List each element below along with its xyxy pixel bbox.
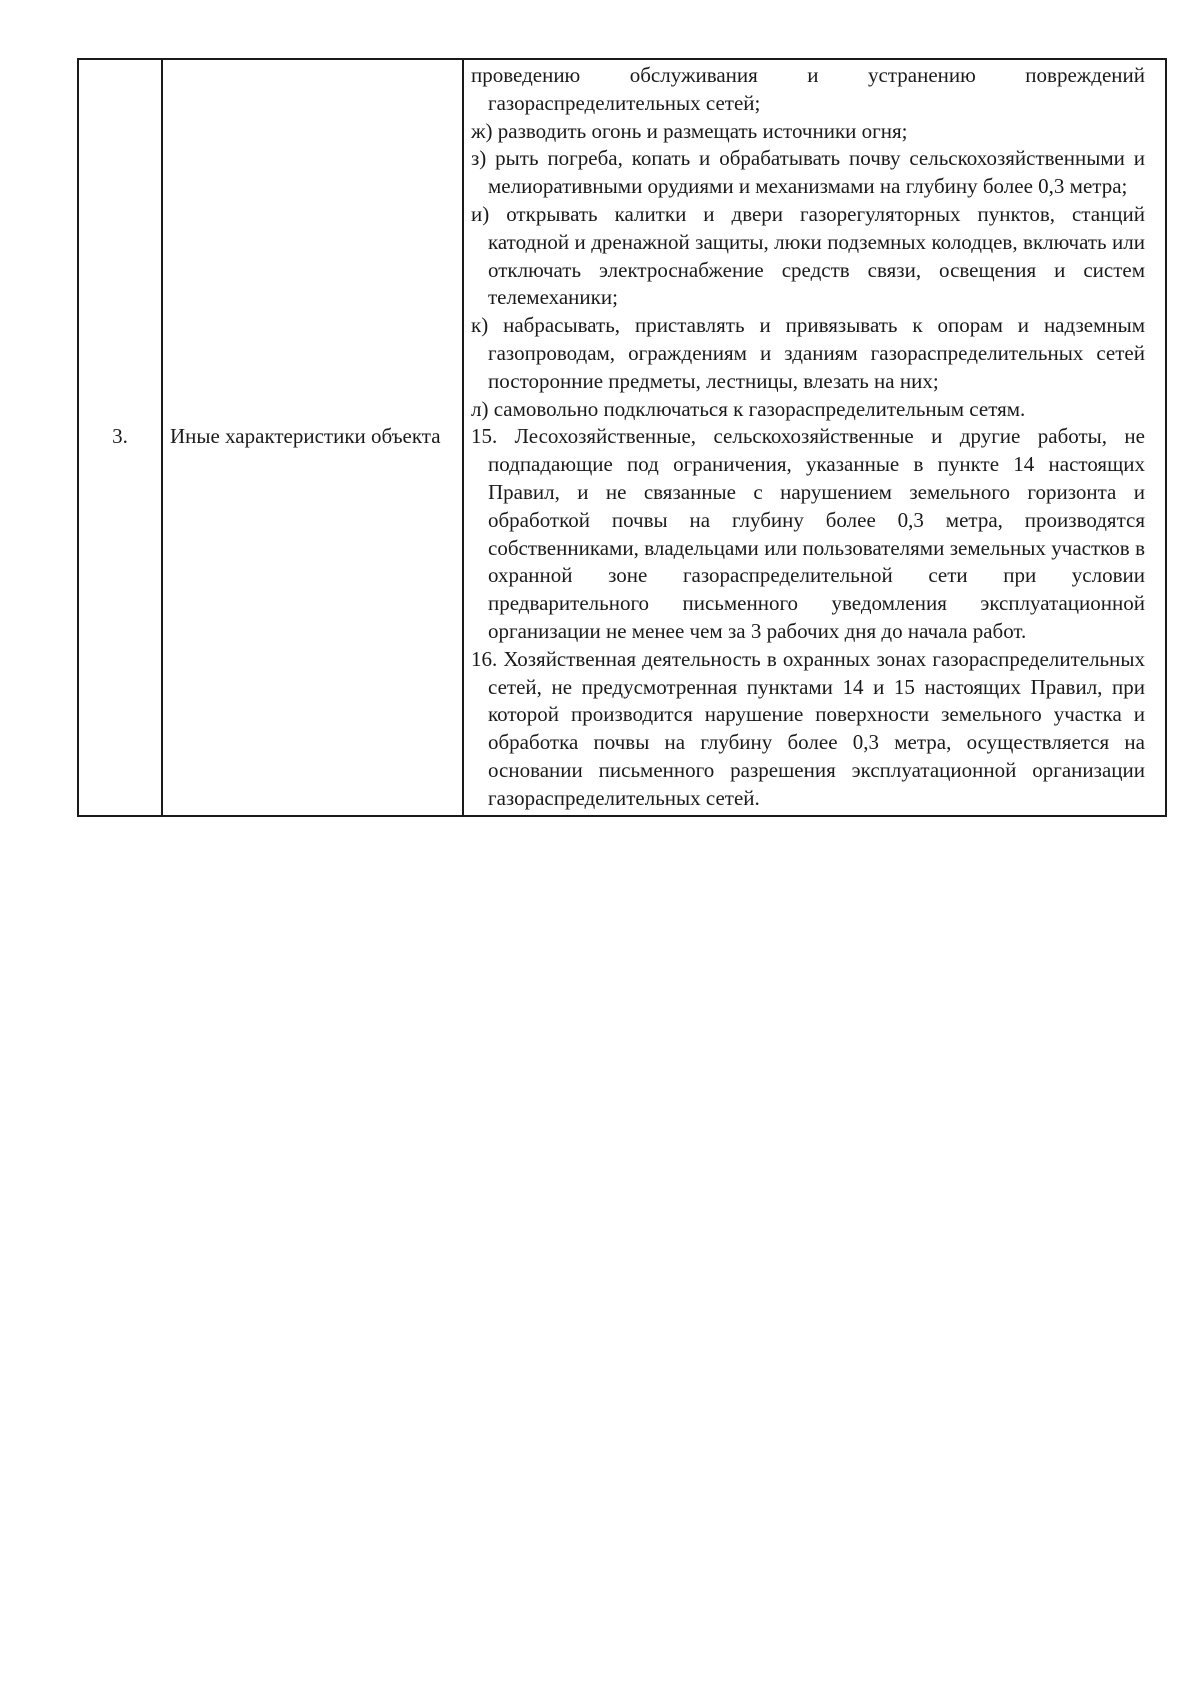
row-label-cell: [162, 59, 463, 816]
characteristics-table: [77, 58, 1167, 817]
content-paragraph: к) набрасывать, приставлять и привязывать к опорам и надземным газопроводам, ограждениям и зданиям газораспределительных сетей посторонние предметы, лестницы, влезать на них;: [471, 313, 1145, 393]
content-paragraph: проведению обслуживания и устранению повреждений газораспределительных сетей;: [471, 63, 1145, 115]
row-number: 3.: [112, 424, 128, 449]
content-paragraph: ж) разводить огонь и размещать источники огня;: [471, 118, 908, 143]
row-number-cell: [78, 59, 162, 816]
content-paragraph: л) самовольно подключаться к газораспределительным сетям.: [471, 396, 1026, 421]
content-paragraph: 16. Хозяйственная деятельность в охранных зонах газораспределительных сетей, не предусмотренная пунктами 14 и 15 настоящих Правил, при которой производится нарушение поверхности земельного участка и обработка почвы на глубину более 0,3 метра, осуществляется на основании письменного разрешения эксплуатационной организации газораспределительных сетей.: [471, 646, 1145, 810]
content-paragraph: 15. Лесохозяйственные, сельскохозяйственные и другие работы, не подпадающие под ограничения, указанные в пункте 14 настоящих Правил, и не связанные с нарушением земельного горизонта и обработкой почвы на глубину более 0,3 метра, производятся собственниками, владельцами или пользователями земельных участков в охранной зоне газораспределительной сети при условии предварительного письменного уведомления эксплуатационной организации не менее чем за 3 рабочих дня до начала работ.: [471, 424, 1145, 643]
content-paragraph: и) открывать калитки и двери газорегуляторных пунктов, станций катодной и дренажной защиты, люки подземных колодцев, включать или отключать электроснабжение средств связи, освещения и систем телемеханики;: [471, 201, 1145, 310]
row-label: Иные характеристики объекта: [170, 424, 441, 449]
content-paragraph: з) рыть погреба, копать и обрабатывать почву сельскохозяйственными и мелиоративными орудиями и механизмами на глубину более 0,3 метра;: [471, 146, 1145, 199]
table-row: [78, 59, 1166, 816]
row-content-cell: [463, 59, 1166, 816]
